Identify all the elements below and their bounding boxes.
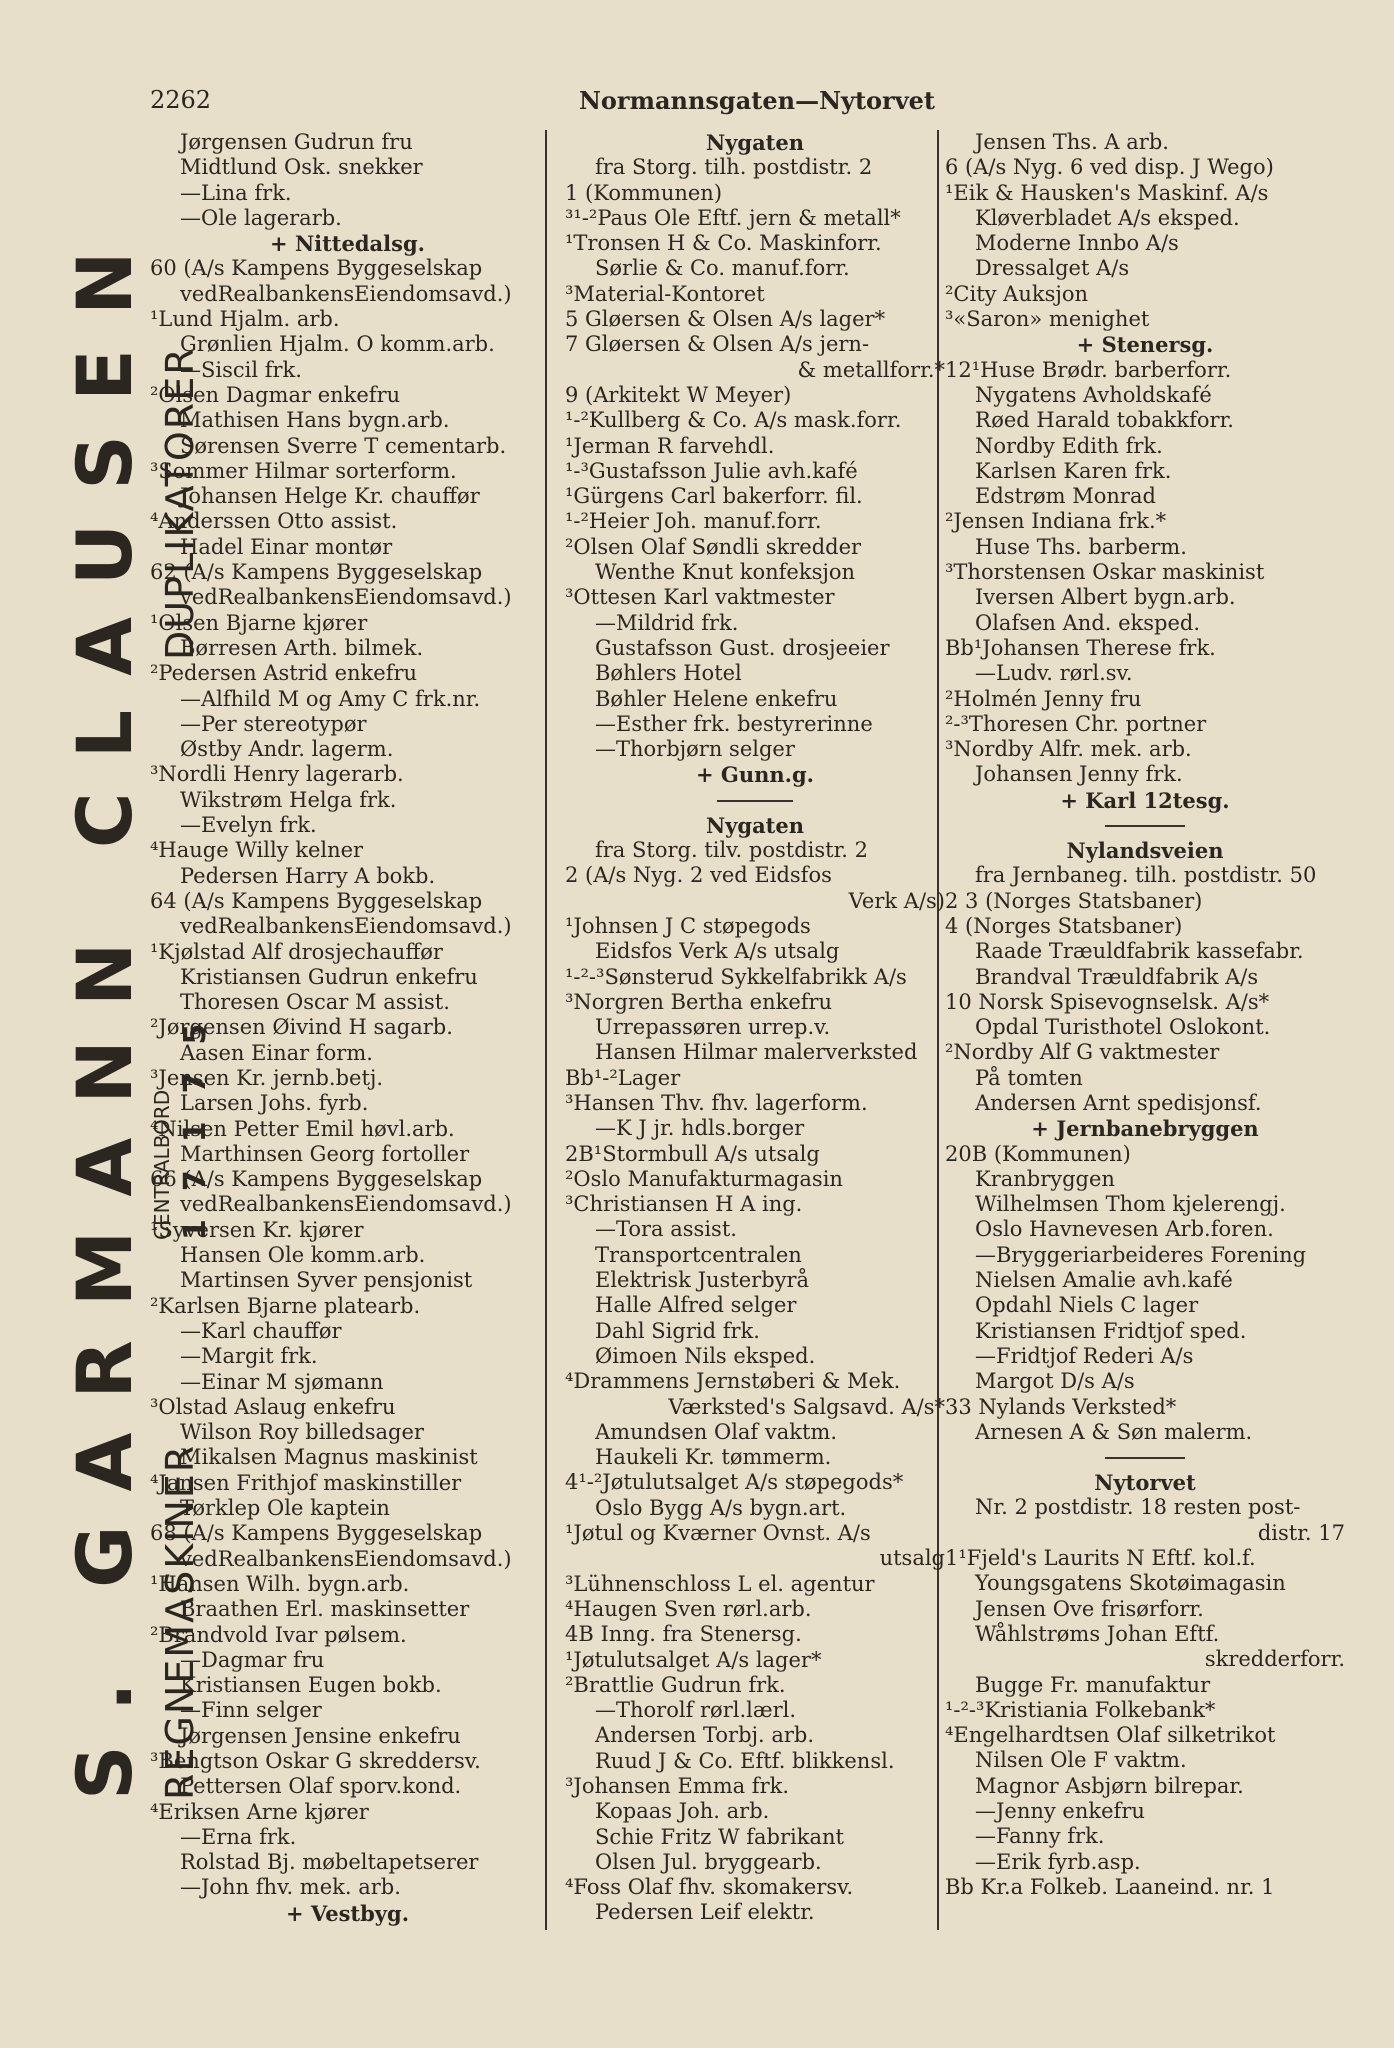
house-entry: Bb¹Johansen Therese frk. [945, 635, 1216, 660]
house-entry: ¹Kjølstad Alf drosjechauffør [150, 939, 443, 964]
directory-entry: På tomten [975, 1065, 1083, 1090]
directory-entry: Aasen Einar form. [180, 1040, 373, 1065]
street-heading: Nygaten [705, 812, 805, 838]
directory-entry: Nilsen Ole F vaktm. [975, 1748, 1187, 1773]
house-entry: ⁴Nilsen Petter Emil høvl.arb. [150, 1116, 455, 1141]
directory-entry: Mikalsen Magnus maskinist [180, 1445, 478, 1470]
directory-entry: —Alfhild M og Amy C frk.nr. [180, 686, 481, 711]
directory-entry: Amundsen Olaf vaktm. [595, 1419, 838, 1444]
directory-entry: —Esther frk. bestyrerinne [595, 711, 873, 736]
directory-entry: Brandval Træuldfabrik A/s [975, 964, 1259, 989]
house-entry: ¹-²Kullberg & Co. A/s mask.forr. [565, 408, 902, 433]
entry-continuation: Værksted's Salgsavd. A/s* [668, 1394, 945, 1419]
directory-entry: Wilhelmsen Thom kjelerengj. [975, 1192, 1286, 1217]
directory-entry: Oslo Bygg A/s bygn.art. [595, 1495, 847, 1520]
house-entry: ¹Jøtulutsalget A/s lager* [565, 1647, 822, 1672]
cross-street: + Karl 12tesg. [1060, 787, 1230, 813]
directory-entry: —Evelyn frk. [180, 813, 317, 838]
house-entry: ²-³Thoresen Chr. portner [945, 711, 1207, 736]
house-entry: ³Jensen Kr. jernb.betj. [150, 1065, 384, 1090]
directory-entry: Børresen Arth. bilmek. [180, 635, 424, 660]
directory-entry: Pedersen Leif elektr. [595, 1900, 815, 1925]
directory-entry: Urrepassøren urrep.v. [595, 1015, 831, 1040]
directory-entry: Oslo Havnevesen Arb.foren. [975, 1217, 1274, 1242]
directory-entry: Dressalget A/s [975, 256, 1130, 281]
house-entry: ³Sommer Hilmar sorterform. [150, 458, 457, 483]
directory-entry: fra Jernbaneg. tilh. postdistr. 50 [975, 863, 1317, 888]
house-entry: 20B (Kommunen) [945, 1141, 1131, 1166]
directory-entry: Hadel Einar montør [180, 534, 393, 559]
ad-product-line-2: DUPLIKATORER [158, 346, 202, 660]
directory-entry: vedRealbankensEiendomsavd.) [180, 1192, 512, 1217]
directory-entry: —Thorbjørn selger [595, 737, 795, 762]
directory-entry: vedRealbankensEiendomsavd.) [180, 585, 512, 610]
house-entry: ²Jørgensen Øivind H sagarb. [150, 1015, 453, 1040]
ad-product-line-1: REGNEMASKINER [158, 1443, 202, 1800]
directory-entry: —Finn selger [180, 1698, 322, 1723]
street-heading: Nytorvet [1094, 1470, 1196, 1496]
directory-entry: Iversen Albert bygn.arb. [975, 585, 1236, 610]
directory-entry: Larsen Johs. fyrb. [180, 1091, 369, 1116]
house-entry: ¹Hansen Wilh. bygn.arb. [150, 1571, 410, 1596]
directory-entry: Kranbryggen [975, 1166, 1115, 1191]
directory-entry: Kristiansen Eugen bokb. [180, 1673, 442, 1698]
directory-entry: —Thorolf rørl.lærl. [595, 1698, 797, 1723]
house-entry: ⁴Engelhardtsen Olaf silketrikot [945, 1723, 1276, 1748]
directory-entry: Thoresen Oscar M assist. [180, 990, 450, 1015]
page-header [0, 86, 1394, 122]
house-entry: ²Pedersen Astrid enkefru [150, 661, 418, 686]
house-entry: ¹Eik & Hausken's Maskinf. A/s [945, 180, 1269, 205]
directory-entry: Kristiansen Fridtjof sped. [975, 1318, 1247, 1343]
running-head: Normannsgaten—Nytorvet [578, 86, 935, 115]
directory-entry: Bugge Fr. manufaktur [975, 1672, 1211, 1697]
house-entry: ¹Jerman R farvehdl. [565, 433, 775, 458]
directory-entry: —K J jr. hdls.borger [595, 1116, 805, 1141]
directory-entry: Nygatens Avholdskafé [975, 382, 1212, 407]
house-entry: ¹-³Gustafsson Julie avh.kafé [565, 458, 858, 483]
house-entry: ¹Lund Hjalm. arb. [150, 307, 340, 332]
directory-entry: Margot D/s A/s [975, 1369, 1135, 1394]
directory-entry: Grønlien Hjalm. O komm.arb. [180, 332, 495, 357]
column-divider [545, 130, 547, 1930]
ad-phone-label: CENTRALBORD [150, 1089, 174, 1240]
house-entry: 66 (A/s Kampens Byggeselskap [150, 1167, 483, 1192]
directory-entry: Andersen Arnt spedisjonsf. [975, 1090, 1262, 1115]
entry-continuation: utsalg [879, 1546, 945, 1571]
ad-phone-number: 17175 [178, 995, 213, 1240]
directory-entry: Elektrisk Justerbyrå [595, 1268, 810, 1293]
directory-entry: Jørgensen Jensine enkefru [180, 1723, 461, 1748]
house-entry: ¹Olsen Bjarne kjører [150, 610, 368, 635]
street-heading: Nygaten [705, 130, 805, 155]
directory-entry: Eidsfos Verk A/s utsalg [595, 939, 840, 964]
house-entry: ³Bengtson Oskar G skreddersv. [150, 1749, 481, 1773]
house-entry: 62 (A/s Kampens Byggeselskap [150, 560, 483, 585]
directory-entry: —Jenny enkefru [975, 1799, 1145, 1823]
house-entry: 60 (A/s Kampens Byggeselskap [150, 256, 483, 281]
house-entry: ²City Auksjon [945, 281, 1089, 306]
house-entry: ³Nordby Alfr. mek. arb. [945, 737, 1192, 762]
directory-entry: —Mildrid frk. [595, 610, 739, 635]
directory-entry: Ruud J & Co. Eftf. blikkensl. [595, 1748, 895, 1773]
directory-entry: Johansen Helge Kr. chauffør [180, 484, 480, 509]
house-entry: 5 Gløersen & Olsen A/s lager* [565, 307, 886, 332]
directory-entry: —Margit frk. [180, 1344, 318, 1369]
directory-entry: Opdahl Niels C lager [975, 1293, 1199, 1318]
house-entry: ³¹-²Paus Ole Eftf. jern & metall* [565, 205, 901, 230]
directory-entry: Bøhler Helene enkefru [595, 686, 838, 711]
directory-entry: Martinsen Syver pensjonist [180, 1268, 473, 1293]
house-entry: ³Christiansen H A ing. [565, 1192, 803, 1217]
house-entry: ³Ottesen Karl vaktmester [565, 585, 835, 610]
advertiser-name: S. GARMANN CLAUSEN [60, 217, 149, 1800]
directory-entry: Mathisen Hans bygn.arb. [180, 408, 450, 433]
house-entry: 4 (Norges Statsbaner) [945, 913, 1183, 938]
house-entry: 12¹Huse Brødr. barberforr. [945, 357, 1232, 382]
directory-entry: Jensen Ths. A arb. [975, 130, 1169, 154]
directory-entry: Nielsen Amalie avh.kafé [975, 1268, 1233, 1293]
house-entry: 10 Norsk Spisevognselsk. A/s* [945, 989, 1270, 1014]
cross-street: + Jernbanebryggen [1031, 1116, 1259, 1142]
house-entry: 4¹-²Jøtulutsalget A/s støpegods* [565, 1470, 904, 1495]
directory-entry: Arnesen A & Søn malerm. [975, 1419, 1253, 1444]
house-entry: 4B Inng. fra Stenersg. [565, 1622, 802, 1647]
entry-continuation: & metallforr.* [797, 357, 945, 382]
directory-entry: Jensen Ove frisørforr. [975, 1596, 1204, 1621]
directory-entry: —Per stereotypør [180, 711, 367, 736]
directory-entry: Johansen Jenny frk. [975, 762, 1183, 787]
directory-entry: Huse Ths. barberm. [975, 534, 1187, 559]
house-entry: ⁴Drammens Jernstøberi & Mek. [565, 1369, 901, 1394]
house-entry: 6 (A/s Nyg. 6 ved disp. J Wego) [945, 155, 1274, 180]
directory-entry: —John fhv. mek. arb. [180, 1875, 401, 1900]
house-entry: ²Nordby Alf G vaktmester [945, 1040, 1220, 1065]
entry-continuation: skredderforr. [1204, 1647, 1345, 1672]
cross-street: + Stenersg. [1076, 332, 1214, 358]
house-entry: ³Hansen Thv. fhv. lagerform. [565, 1090, 868, 1115]
directory-entry: —Karl chauffør [180, 1318, 342, 1343]
house-entry: 9 (Arkitekt W Meyer) [565, 382, 792, 407]
house-entry: ¹Gürgens Carl bakerforr. fil. [565, 484, 863, 509]
directory-entry: Karlsen Karen frk. [975, 458, 1172, 483]
house-entry: ⁴Eriksen Arne kjører [150, 1799, 369, 1824]
house-entry: ¹Johnsen J C støpegods [565, 913, 811, 938]
house-entry: ³Lühnenschloss L el. agentur [565, 1571, 875, 1596]
cross-street: + Vestbyg. [285, 1900, 410, 1926]
house-entry: ³«Saron» menighet [945, 307, 1150, 332]
house-entry: ²Olsen Dagmar enkefru [150, 382, 401, 407]
directory-entry: Pedersen Harry A bokb. [180, 863, 436, 888]
directory-entry: Kløverbladet A/s eksped. [975, 205, 1240, 230]
directory-entry: Olafsen And. eksped. [975, 610, 1201, 635]
house-entry: ¹-²Heier Joh. manuf.forr. [565, 509, 822, 534]
house-entry: 68 (A/s Kampens Byggeselskap [150, 1521, 483, 1546]
directory-entry: —Fridtjof Rederi A/s [975, 1343, 1194, 1368]
directory-entry: Røed Harald tobakkforr. [975, 408, 1234, 433]
directory-entry: —Lina frk. [180, 180, 292, 205]
directory-entry: Kristiansen Gudrun enkefru [180, 964, 478, 989]
directory-entry: Kopaas Joh. arb. [595, 1799, 770, 1824]
directory-entry: Bøhlers Hotel [595, 661, 742, 686]
directory-entry: Marthinsen Georg fortoller [180, 1141, 470, 1166]
house-entry: ³Thorstensen Oskar maskinist [945, 560, 1265, 585]
directory-entry: fra Storg. tilh. postdistr. 2 [595, 155, 873, 180]
house-entry: ⁴Hauge Willy kelner [150, 838, 364, 863]
directory-entry: Magnor Asbjørn bilrepar. [975, 1773, 1244, 1798]
house-entry: ²Oslo Manufakturmagasin [565, 1166, 843, 1191]
house-entry: ²Brattlie Gudrun frk. [565, 1672, 786, 1697]
house-entry: ³Material-Kontoret [565, 281, 765, 306]
house-entry: ¹-²-³Sønsterud Sykkelfabrikk A/s [565, 964, 907, 989]
directory-entry: Moderne Innbo A/s [975, 231, 1179, 256]
column-3 [945, 130, 1345, 1900]
directory-entry: Wåhlstrøms Johan Eftf. [975, 1621, 1220, 1646]
directory-entry: Sørlie & Co. manuf.forr. [595, 256, 850, 281]
entry-continuation: distr. 17 [1257, 1520, 1345, 1545]
section-separator [945, 1445, 1345, 1470]
directory-entry: —Dagmar fru [180, 1647, 325, 1672]
house-entry: ²Holmén Jenny fru [945, 686, 1142, 711]
page-number: 2262 [150, 86, 212, 114]
directory-entry: Opdal Turisthotel Oslokont. [975, 1015, 1271, 1040]
house-entry: ²Olsen Olaf Søndli skredder [565, 534, 862, 559]
section-separator [565, 788, 945, 813]
cross-street: + Nittedalsg. [270, 231, 425, 257]
directory-entry: Raade Træuldfabrik kassefabr. [975, 939, 1304, 964]
house-entry: 33 Nylands Verksted* [945, 1394, 1177, 1419]
directory-entry: Wilson Roy billedsager [180, 1420, 424, 1445]
directory-entry: Edstrøm Monrad [975, 484, 1156, 509]
section-separator [945, 813, 1345, 838]
house-entry: ³Norgren Bertha enkefru [565, 989, 833, 1014]
directory-entry: Jørgensen Gudrun fru [180, 130, 413, 154]
directory-entry: —Fanny frk. [975, 1824, 1105, 1849]
directory-entry: Midtlund Osk. snekker [180, 155, 423, 180]
directory-entry: Hansen Hilmar malerverksted [595, 1040, 918, 1065]
house-entry: ¹Syversen Kr. kjører [150, 1217, 364, 1242]
directory-entry: Olsen Jul. bryggearb. [595, 1849, 822, 1874]
column-2 [565, 130, 945, 1926]
directory-entry: Sørensen Sverre T cementarb. [180, 433, 507, 458]
directory-entry: —Ole lagerarb. [180, 205, 342, 230]
directory-entry: Schie Fritz W fabrikant [595, 1824, 844, 1849]
house-entry: ⁴Foss Olaf fhv. skomakersv. [565, 1875, 854, 1900]
directory-entry: Haukeli Kr. tømmerm. [595, 1445, 832, 1470]
directory-entry: Øimoen Nils eksped. [595, 1343, 816, 1368]
directory-entry: —Einar M sjømann [180, 1369, 384, 1394]
house-entry: ⁴Anderssen Otto assist. [150, 509, 398, 534]
house-entry: 7 Gløersen & Olsen A/s jern- [565, 332, 870, 357]
directory-entry: Gustafsson Gust. drosjeeier [595, 635, 890, 660]
house-entry: ¹-²-³Kristiania Folkebank* [945, 1697, 1216, 1722]
directory-entry: vedRealbankensEiendomsavd.) [180, 914, 512, 939]
directory-entry: Wenthe Knut konfeksjon [595, 560, 856, 585]
house-entry: ²Brandvold Ivar pølsem. [150, 1622, 407, 1647]
house-entry: ²Jensen Indiana frk.* [945, 509, 1167, 534]
directory-entry: Braathen Erl. maskinsetter [180, 1597, 470, 1622]
house-entry: ²Karlsen Bjarne platearb. [150, 1293, 421, 1318]
directory-entry: Dahl Sigrid frk. [595, 1318, 760, 1343]
house-entry: Bb¹-²Lager [565, 1065, 681, 1090]
house-entry: 2 3 (Norges Statsbaner) [945, 888, 1203, 913]
directory-entry: Andersen Torbj. arb. [595, 1723, 815, 1748]
directory-entry: Youngsgatens Skotøimagasin [975, 1571, 1286, 1596]
directory-entry: Transportcentralen [595, 1242, 802, 1267]
directory-entry: —Siscil frk. [180, 357, 302, 382]
house-entry: ³Johansen Emma frk. [565, 1774, 790, 1798]
street-heading: Nylandsveien [1066, 838, 1224, 864]
house-entry: ⁴Jansen Frithjof maskinstiller [150, 1470, 462, 1495]
entry-continuation: Verk A/s) [848, 888, 945, 913]
house-entry: 2B¹Stormbull A/s utsalg [565, 1141, 820, 1166]
house-entry: 1 (Kommunen) [565, 180, 723, 205]
cross-street: + Gunn.g. [696, 762, 814, 788]
directory-entry: Østby Andr. lagerm. [180, 737, 394, 762]
directory-entry: Nordby Edith frk. [975, 433, 1163, 458]
house-entry: 64 (A/s Kampens Byggeselskap [150, 888, 483, 913]
house-entry: 1¹Fjeld's Laurits N Eftf. kol.f. [945, 1546, 1256, 1571]
directory-entry: Halle Alfred selger [595, 1293, 797, 1318]
directory-entry: Wikstrøm Helga frk. [180, 787, 397, 812]
directory-entry: —Bryggeriarbeideres Forening [975, 1242, 1307, 1267]
directory-entry: vedRealbankensEiendomsavd.) [180, 1546, 512, 1571]
house-entry: Bb Kr.a Folkeb. Laaneind. nr. 1 [945, 1874, 1275, 1899]
directory-entry: Tørklep Ole kaptein [180, 1496, 390, 1521]
directory-entry: Hansen Ole komm.arb. [180, 1243, 426, 1268]
house-entry: ³Nordli Henry lagerarb. [150, 762, 404, 787]
house-entry: ⁴Haugen Sven rørl.arb. [565, 1596, 812, 1621]
directory-entry: —Erik fyrb.asp. [975, 1849, 1141, 1874]
directory-entry: vedRealbankensEiendomsavd.) [180, 281, 512, 306]
house-entry: 2 (A/s Nyg. 2 ved Eidsfos [565, 863, 832, 888]
directory-entry: Pettersen Olaf sporv.kond. [180, 1774, 462, 1799]
directory-entry: —Ludv. rørl.sv. [975, 661, 1133, 686]
house-entry: ¹Jøtul og Kværner Ovnst. A/s [565, 1521, 871, 1546]
column-1 [150, 130, 545, 1926]
house-entry: ³Olstad Aslaug enkefru [150, 1394, 396, 1419]
directory-entry: fra Storg. tilv. postdistr. 2 [595, 838, 869, 863]
directory-entry: —Tora assist. [595, 1217, 737, 1242]
directory-entry: Rolstad Bj. møbeltapetserer [180, 1850, 479, 1875]
house-entry: ¹Tronsen H & Co. Maskinforr. [565, 231, 882, 256]
directory-entry: Nr. 2 postdistr. 18 resten post- [975, 1495, 1301, 1520]
directory-entry: —Erna frk. [180, 1824, 297, 1849]
